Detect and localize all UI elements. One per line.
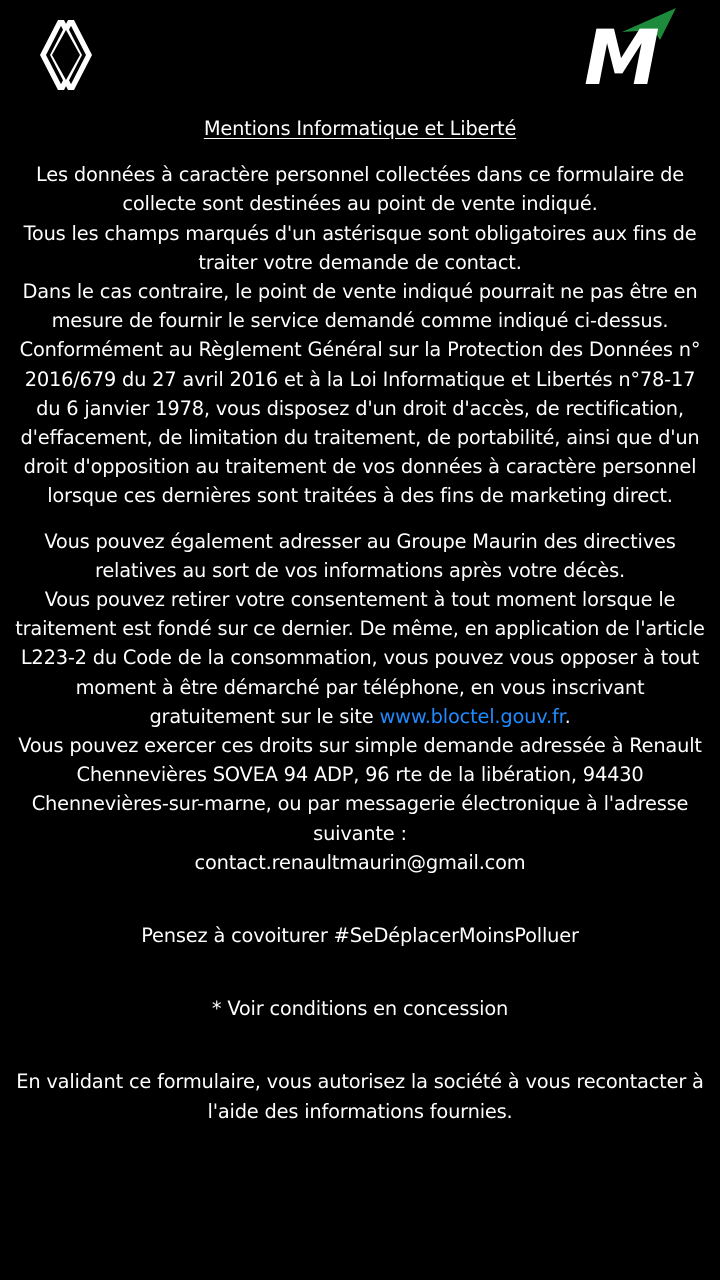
legal-paragraph: Vous pouvez exercer ces droits sur simple demande adressée à Renault Chennevières SOVEA 94 ADP, 96 rte de la libération, 94430 Chennevières-sur-marne, ou par messagerie électronique à l'adresse suivante :	[18, 734, 702, 845]
legal-paragraph-bloctel	[12, 585, 708, 731]
legal-paragraph: Dans le cas contraire, le point de vente indiqué pourrait ne pas être en mesure de fournir le service demandé comme indiqué ci-dessus.	[22, 280, 698, 333]
conditions-note: * Voir conditions en concession	[211, 997, 509, 1021]
maurin-letter: M	[584, 13, 660, 86]
covoiturage-text: Pensez à covoiturer #SeDéplacerMoinsPolluer	[141, 924, 579, 948]
legal-content	[12, 114, 708, 1126]
bloctel-text: Vous pouvez retirer votre consentement à tout moment lorsque le traitement est fondé sur ce dernier. De même, en application de l'article L223-2 du Code de la consommation, vous pouvez vous opposer à tout moment à être démarché par téléphone, en vous inscrivant gratuitement sur le site	[15, 588, 705, 728]
page-title: Mentions Informatique et Liberté	[203, 117, 517, 140]
bloctel-link[interactable]: www.bloctel.gouv.fr	[379, 704, 565, 728]
legal-paragraph: Vous pouvez également adresser au Groupe Maurin des directives relatives au sort de vos informations après votre décès.	[44, 529, 676, 582]
legal-paragraph: Les données à caractère personnel collectées dans ce formulaire de collecte sont destinées au point de vente indiqué.	[35, 163, 684, 216]
legal-paragraph: Tous les champs marqués d'un astérisque sont obligatoires aux fins de traiter votre demande de contact.	[23, 221, 697, 274]
legal-paragraph: Conformément au Règlement Général sur la Protection des Données n° 2016/679 du 27 avril 2016 et à la Loi Informatique et Libertés n°78-17 du 6 janvier 1978, vous disposez d'un droit d'accès, de rectification, d'effacement, de limitation du traitement, de portabilité, ainsi que d'un droit d'opposition au traitement de vos données à caractère personnel lorsque ces dernières sont traitées à des fins de marketing direct.	[19, 338, 701, 508]
maurin-m-logo-icon[interactable]	[582, 6, 678, 86]
renault-diamond-icon[interactable]	[38, 18, 94, 92]
bloctel-period: .	[564, 704, 571, 728]
header	[0, 0, 720, 100]
contact-email: contact.renaultmaurin@gmail.com	[194, 850, 526, 874]
consent-text: En validant ce formulaire, vous autorisez la société à vous recontacter à l'aide des informations fournies.	[16, 1070, 704, 1123]
